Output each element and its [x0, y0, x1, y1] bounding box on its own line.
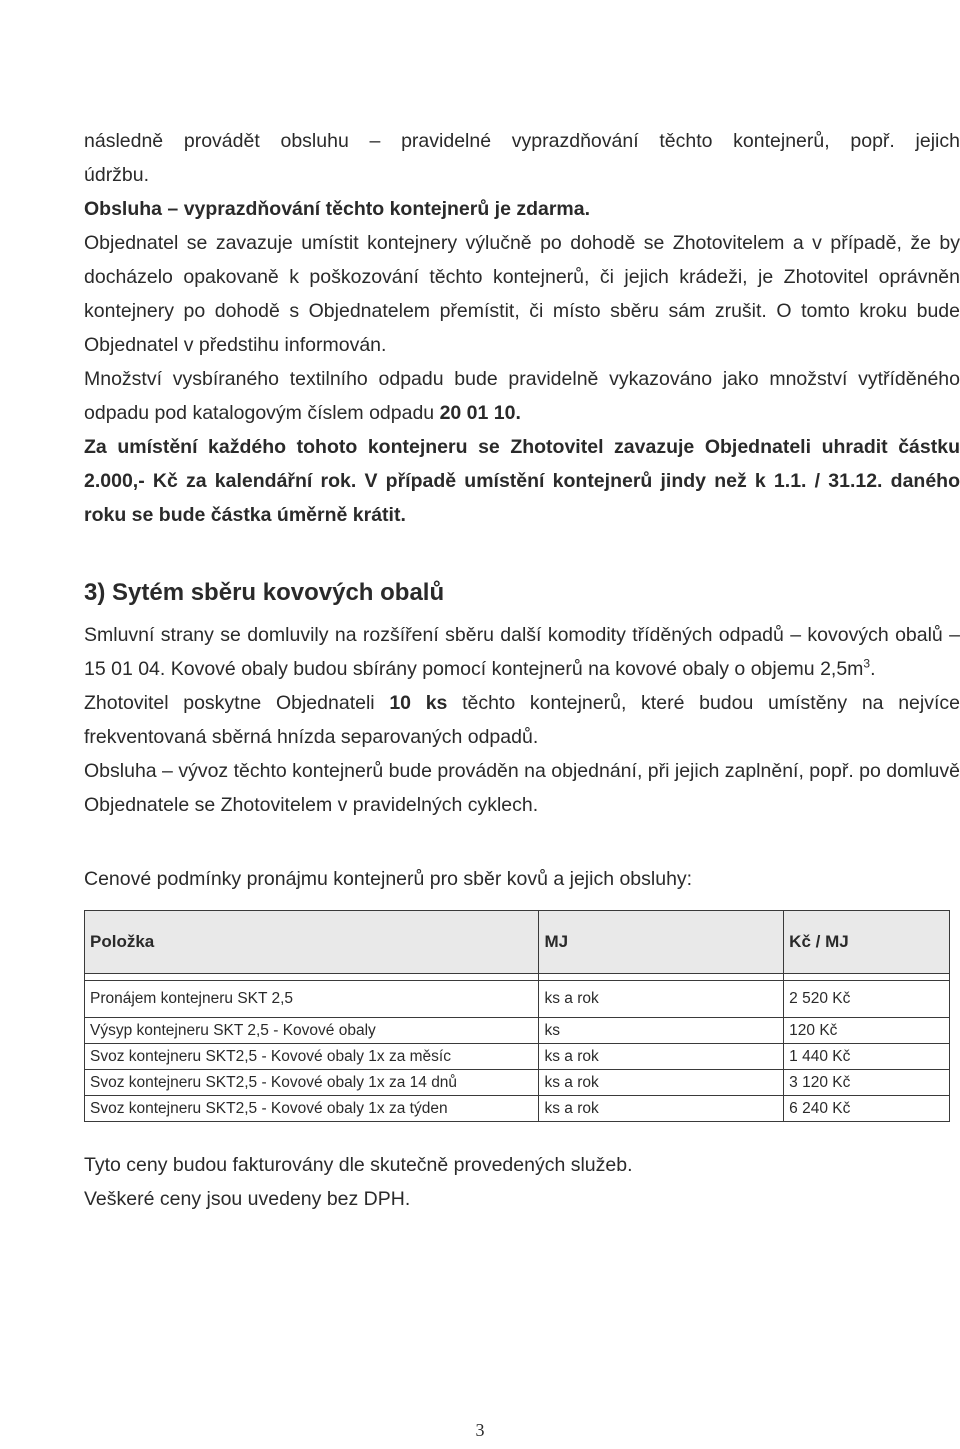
table-cell: Pronájem kontejneru SKT 2,5: [85, 981, 539, 1018]
paragraph-line: údržbu.: [84, 164, 150, 186]
table-spacer: [85, 974, 950, 981]
table-cell: ks a rok: [539, 1070, 784, 1096]
paragraph-text: Smluvní strany se domluvily na rozšíření sběru další komodity tříděných odpadů – kovových obalů – 15 01 04. Kovové obaly budou sbírány pomocí kontejnerů na kovové obaly o objemu 2,5m: [84, 624, 960, 680]
paragraph-waste-code: [84, 362, 960, 430]
paragraph: [84, 618, 960, 686]
table-cell: ks a rok: [539, 1044, 784, 1070]
section-heading: 3) Sytém sběru kovových obalů: [84, 579, 445, 606]
paragraph-text: Zhotovitel poskytne Objednateli: [84, 692, 390, 714]
paragraph-bold: Obsluha – vyprazdňování těchto kontejnerů je zdarma.: [84, 198, 591, 220]
paragraph-text: těchto kontejnerů, které budou umístěny na nejvíce frekventovaná sběrná hnízda separovaných odpadů.: [84, 692, 960, 748]
table-row: [85, 1096, 950, 1122]
table-header-row: [85, 911, 950, 974]
paragraph: Obsluha – vývoz těchto kontejnerů bude prováděn na objednání, při jejich zaplnění, popř. po domluvě Objednatele se Zhotovitelem v pravidelných cyklech.: [84, 760, 960, 816]
table-cell: ks: [539, 1018, 784, 1044]
paragraph: [84, 686, 960, 754]
table-cell: 1 440 Kč: [784, 1044, 950, 1070]
table-cell: ks a rok: [539, 1096, 784, 1122]
table-row: [85, 1044, 950, 1070]
table-cell: 120 Kč: [784, 1018, 950, 1044]
paragraph-text: Množství vysbíraného textilního odpadu bude pravidelně vykazováno jako množství vytříděného odpadu pod katalogovým číslem odpadu: [84, 368, 960, 424]
table-cell: 2 520 Kč: [784, 981, 950, 1018]
superscript: 3: [863, 656, 871, 671]
paragraph-line: následně provádět obsluhu – pravidelné vyprazdňování těchto kontejnerů, popř. jejich: [84, 130, 960, 152]
paragraph-bold: Za umístění každého tohoto kontejneru se Zhotovitel zavazuje Objednateli uhradit částku 2.000,- Kč za kalendářní rok. V případě umístění kontejnerů jindy než k 1.1. / 31.12. daného roku se bude částka úměrně krátit.: [84, 436, 960, 526]
paragraph: Objednatel se zavazuje umístit kontejnery výlučně po dohodě se Zhotovitelem a v případě, že by docházelo opakovaně k poškozování těchto kontejnerů, či jejich krádeži, je Zhotovitel oprávněn kontejnery po dohodě s Objednatelem přemístit, či místo sběru sám zrušit. O tomto kroku bude Objednatel v předstihu informován.: [84, 232, 960, 356]
column-header: Položka: [85, 911, 539, 974]
footer-line: Veškeré ceny jsou uvedeny bez DPH.: [84, 1188, 411, 1210]
table-intro: Cenové podmínky pronájmu kontejnerů pro sběr kovů a jejich obsluhy:: [84, 868, 693, 890]
table-cell: ks a rok: [539, 981, 784, 1018]
table-cell: Výsyp kontejneru SKT 2,5 - Kovové obaly: [85, 1018, 539, 1044]
document-page: [84, 124, 960, 1216]
footer-line: Tyto ceny budou fakturovány dle skutečně provedených služeb.: [84, 1154, 633, 1176]
container-count: 10 ks: [389, 692, 448, 714]
table-cell: Svoz kontejneru SKT2,5 - Kovové obaly 1x za týden: [85, 1096, 539, 1122]
table-cell: 3 120 Kč: [784, 1070, 950, 1096]
table-row: [85, 1070, 950, 1096]
table-cell: 6 240 Kč: [784, 1096, 950, 1122]
column-header: Kč / MJ: [784, 911, 950, 974]
column-header: MJ: [539, 911, 784, 974]
table-row: [85, 1018, 950, 1044]
paragraph-end: .: [870, 658, 876, 680]
table-cell: Svoz kontejneru SKT2,5 - Kovové obaly 1x za měsíc: [85, 1044, 539, 1070]
waste-code: 20 01 10.: [439, 402, 521, 424]
table-row: [85, 981, 950, 1018]
page-number: 3: [475, 1420, 485, 1440]
price-table: [84, 910, 950, 1122]
table-cell: Svoz kontejneru SKT2,5 - Kovové obaly 1x za 14 dnů: [85, 1070, 539, 1096]
